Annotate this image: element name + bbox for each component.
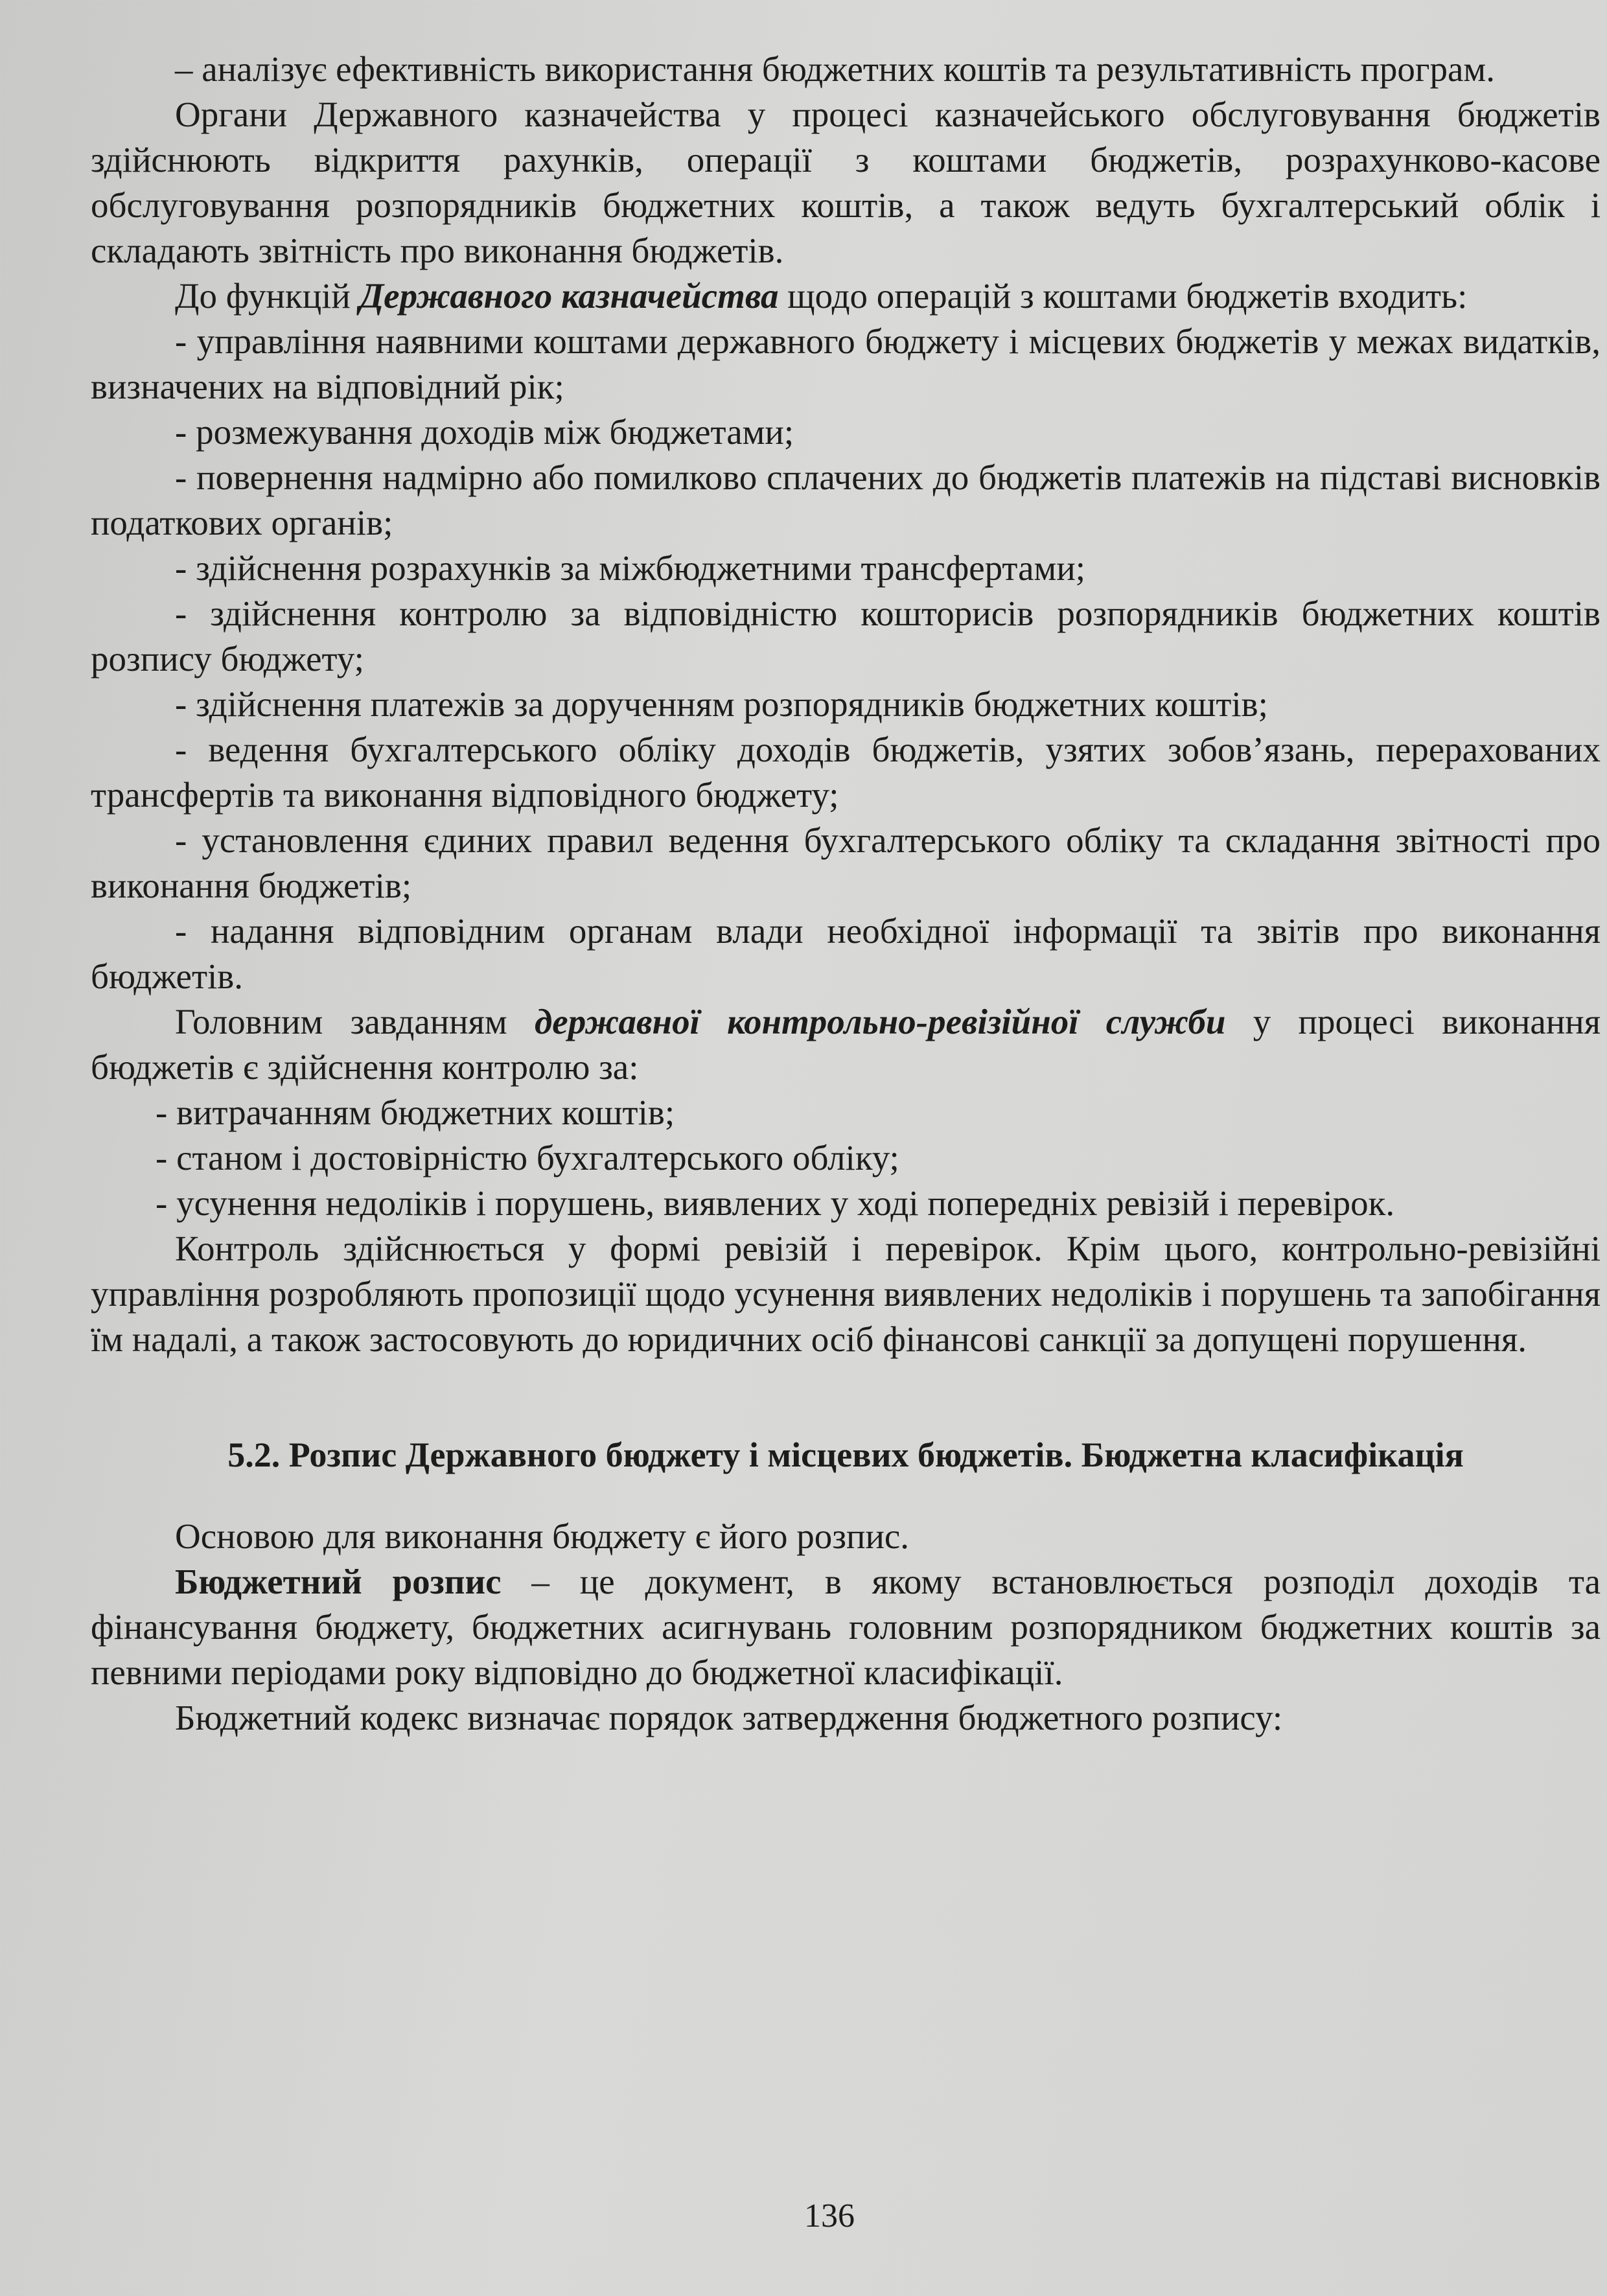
list-item: - станом і достовірністю бухгалтерського обліку; bbox=[156, 1138, 899, 1177]
paragraph bbox=[91, 273, 1601, 319]
section-heading: 5.2. Розпис Державного бюджету і місцевих бюджетів. Бюджетна класифікація bbox=[227, 1435, 1464, 1474]
list-item: - управління наявними коштами державного бюджету і місцевих бюджетів у межах видатків, визначених на відповідний рік; bbox=[91, 321, 1601, 406]
text-run: у процесі виконання бюджетів є здійснення контролю за: bbox=[91, 1002, 1601, 1087]
list-item: - усунення недоліків і порушень, виявлених у ході попередніх ревізій і перевірок. bbox=[156, 1183, 1395, 1223]
list-item: - здійснення контролю за відповідністю кошторисів розпорядників бюджетних коштів розпису бюджету; bbox=[91, 594, 1601, 678]
list-item: - здійснення розрахунків за міжбюджетними трансфертами; bbox=[175, 548, 1086, 588]
emphasis-term: державної контрольно-ревізійної служби bbox=[535, 1002, 1226, 1041]
page-body bbox=[91, 47, 1601, 1741]
paragraph: Органи Державного казначейства у процесі казначейського обслуговування бюджетів здійснюють відкриття рахунків, операції з коштами бюджетів, розрахунково-касове обслуговування розпорядників бюджетних коштів, а також ведуть бухгалтерський облік і складають звітність про виконання бюджетів. bbox=[91, 95, 1601, 270]
defined-term: Бюджетний розпис bbox=[175, 1562, 502, 1601]
emphasis-term: Державного казначейства bbox=[359, 276, 779, 316]
page-number: 136 bbox=[804, 2197, 855, 2234]
list-item: - здійснення платежів за дорученням розпорядників бюджетних коштів; bbox=[175, 684, 1268, 724]
paragraph: Контроль здійснюється у формі ревізій і перевірок. Крім цього, контрольно-ревізійні управління розробляють пропозиції щодо усунення виявлених недоліків і порушень та запобігання їм надалі, а також застосовують до юридичних осіб фінансові санкції за допущені порушення. bbox=[91, 1229, 1601, 1359]
text-run: щодо операцій з коштами бюджетів входить: bbox=[778, 276, 1468, 316]
paragraph: Основою для виконання бюджету є його розпис. bbox=[175, 1516, 910, 1556]
paragraph: Бюджетний кодекс визначає порядок затвердження бюджетного розпису: bbox=[175, 1698, 1283, 1737]
paragraph bbox=[91, 1559, 1601, 1695]
list-item: - повернення надмірно або помилково сплачених до бюджетів платежів на підставі висновків податкових органів; bbox=[91, 458, 1601, 542]
text-run: Головним завданням bbox=[175, 1002, 535, 1041]
text-run: – це документ, в якому встановлюється розподіл доходів та фінансування бюджету, бюджетних асигнувань головним розпорядником бюджетних коштів за певними періодами року відповідно до бюджетної класифікації. bbox=[91, 1562, 1601, 1692]
list-item: - надання відповідним органам влади необхідної інформації та звітів про виконання бюджетів. bbox=[91, 911, 1601, 996]
list-item: - витрачанням бюджетних коштів; bbox=[156, 1093, 675, 1132]
list-item: – аналізує ефективність використання бюджетних коштів та результативність програм. bbox=[175, 49, 1495, 89]
list-item: - установлення єдиних правил ведення бухгалтерського обліку та складання звітності про виконання бюджетів; bbox=[91, 820, 1601, 905]
text-run: До функцій bbox=[175, 276, 360, 316]
list-item: - розмежування доходів між бюджетами; bbox=[175, 412, 794, 452]
paragraph bbox=[91, 999, 1601, 1090]
list-item: - ведення бухгалтерського обліку доходів бюджетів, узятих зобов’язань, перерахованих трансфертів та виконання відповідного бюджету; bbox=[91, 730, 1601, 815]
